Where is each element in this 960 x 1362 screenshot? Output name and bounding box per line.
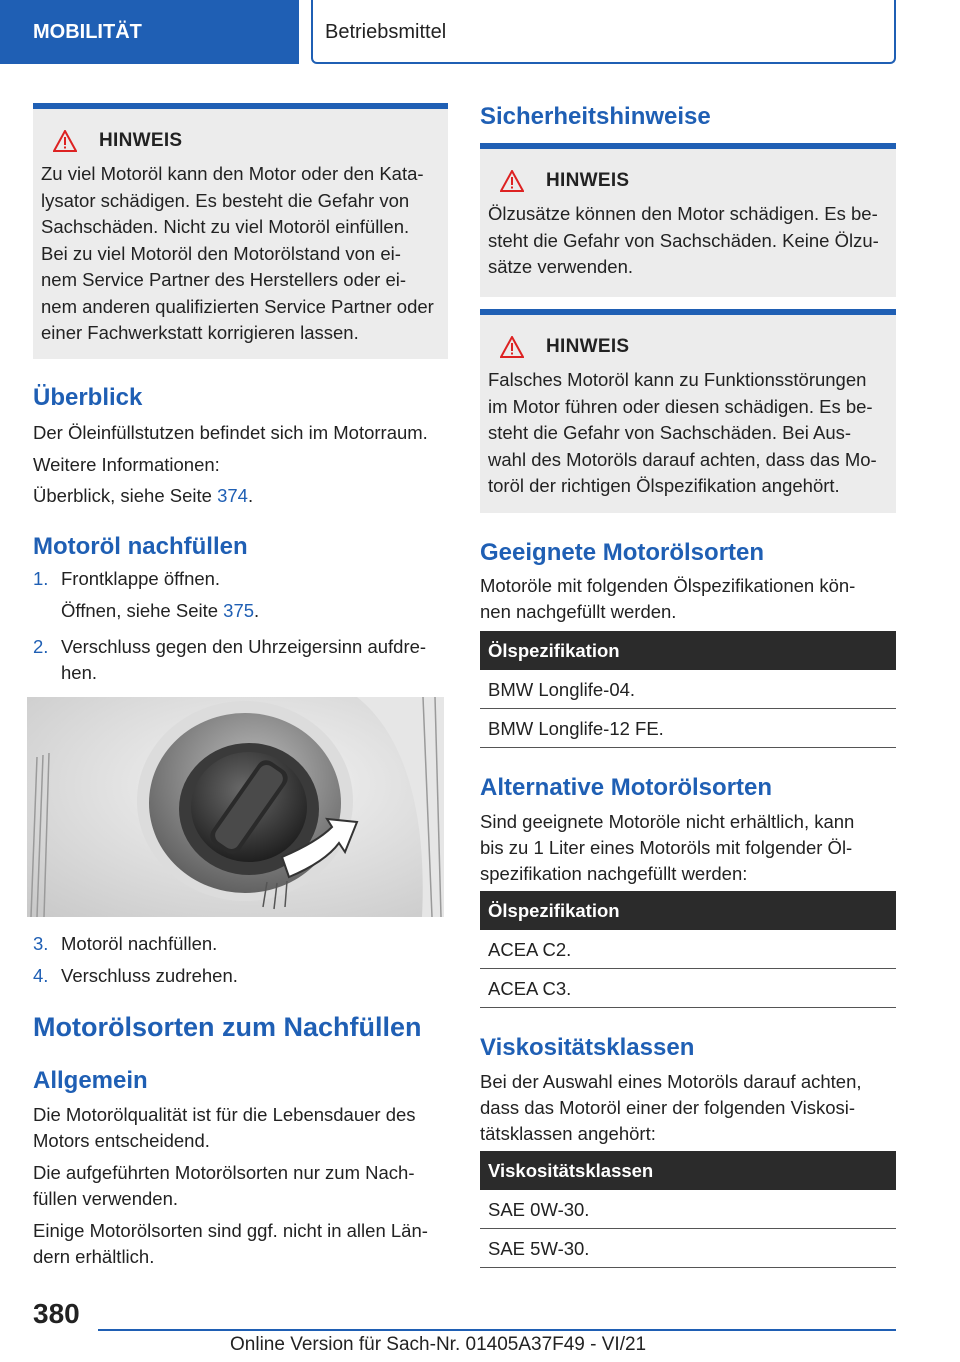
- note-title: HINWEIS: [99, 130, 183, 151]
- viscosity-text: Bei der Auswahl eines Motoröls darauf achten, dass das Motoröl einer der folgenden Viskosi- tätsklassen angehört:: [480, 1071, 862, 1144]
- table-header: Ölspezifikation: [480, 891, 896, 930]
- heading-overview: Überblick: [33, 384, 143, 411]
- overview-ref: Überblick, siehe Seite 374.: [33, 485, 254, 506]
- note-text: Ölzusätze können den Motor schädigen. Es be- steht die Gefahr von Sachschäden. Keine Ölzu- sätze verwenden.: [488, 203, 879, 277]
- step-text: Frontklappe öffnen.: [61, 568, 221, 589]
- note-text: Falsches Motoröl kann zu Funktionsstörungen im Motor führen oder diesen schädigen. Es be- steht die Gefahr von Sachschäden. Bei Aus- wahl des Motoröls darauf achten, dass das Mo- toröl der richtigen Ölspezifikation angehört.: [488, 369, 877, 496]
- footer-text: Online Version für Sach-Nr. 01405A37F49 - VI/21: [230, 1334, 647, 1355]
- step-ref: Öffnen, siehe Seite 375.: [61, 600, 260, 621]
- overview-text: Der Öleinfüllstutzen befindet sich im Motorraum.: [33, 422, 428, 443]
- heading-general: Allgemein: [33, 1067, 148, 1094]
- step-text: Motoröl nachfüllen.: [61, 933, 218, 954]
- heading-refill: Motoröl nachfüllen: [33, 533, 248, 560]
- warning-note: [33, 103, 448, 359]
- warning-note: [480, 309, 896, 513]
- warning-icon: [53, 130, 77, 152]
- page-link-375[interactable]: 375: [223, 600, 255, 621]
- step-text: Verschluss zudrehen.: [61, 965, 238, 986]
- alternative-text: Sind geeignete Motoröle nicht erhältlich, kann bis zu 1 Liter eines Motoröls mit folgender Öl- spezifikation nachgefüllt werden:: [480, 811, 855, 884]
- chapter-tab: Betriebsmittel: [311, 0, 896, 64]
- suitable-text: Motoröle mit folgenden Ölspezifikationen kön- nen nachgefüllt werden.: [480, 575, 856, 622]
- page-number: 380: [33, 1298, 80, 1329]
- table-header: Viskositätsklassen: [480, 1151, 896, 1190]
- footer-divider: [98, 1329, 896, 1331]
- step-text: Verschluss gegen den Uhrzeigersinn aufdre- hen.: [61, 636, 427, 683]
- table-row: SAE 5W-30.: [480, 1229, 896, 1268]
- general-text: Die Motorölqualität ist für die Lebensdauer des Motors entscheidend. Die aufgeführten Motorölsorten nur zum Nach- füllen verwenden. Einige Motorölsorten sind ggf. nicht in allen Län- dern erhältlich.: [33, 1104, 428, 1267]
- step-number: 3.: [33, 933, 49, 954]
- warning-note: [480, 143, 896, 297]
- warning-icon: [500, 336, 524, 358]
- note-text: Zu viel Motoröl kann den Motor oder den Kata- lysator schädigen. Es besteht die Gefahr von Sachschäden. Nicht zu viel Motoröl einfüllen. Bei zu viel Motoröl den Motorölstand von ei- nem Service Partner des Herstellers oder ei- nem anderen qualifizierten Service Partner oder einer Fachwerkstatt korrigieren lassen.: [41, 163, 434, 343]
- note-title: HINWEIS: [546, 336, 630, 357]
- step-number: 4.: [33, 965, 49, 986]
- heading-alternative: Alternative Motorölsorten: [480, 774, 773, 801]
- oil-cap-photo: [27, 697, 444, 917]
- heading-oil-types: Motorölsorten zum Nachfüllen: [33, 1012, 422, 1042]
- heading-safety: Sicherheitshinweise: [480, 103, 711, 130]
- warning-icon: [500, 170, 524, 192]
- note-title: HINWEIS: [546, 170, 630, 191]
- step-number: 1.: [33, 568, 49, 589]
- table-row: SAE 0W-30.: [480, 1190, 896, 1229]
- heading-suitable: Geeignete Motorölsorten: [480, 539, 765, 566]
- table-row: ACEA C3.: [480, 969, 896, 1008]
- section-tab: MOBILITÄT: [0, 0, 299, 64]
- table-row: BMW Longlife-04.: [480, 670, 896, 709]
- table-row: BMW Longlife-12 FE.: [480, 709, 896, 748]
- table-header: Ölspezifikation: [480, 631, 896, 670]
- step-number: 2.: [33, 636, 49, 657]
- heading-viscosity: Viskositätsklassen: [480, 1034, 695, 1061]
- table-row: ACEA C2.: [480, 930, 896, 969]
- overview-info: Weitere Informationen:: [33, 454, 220, 475]
- page-link-374[interactable]: 374: [217, 485, 248, 506]
